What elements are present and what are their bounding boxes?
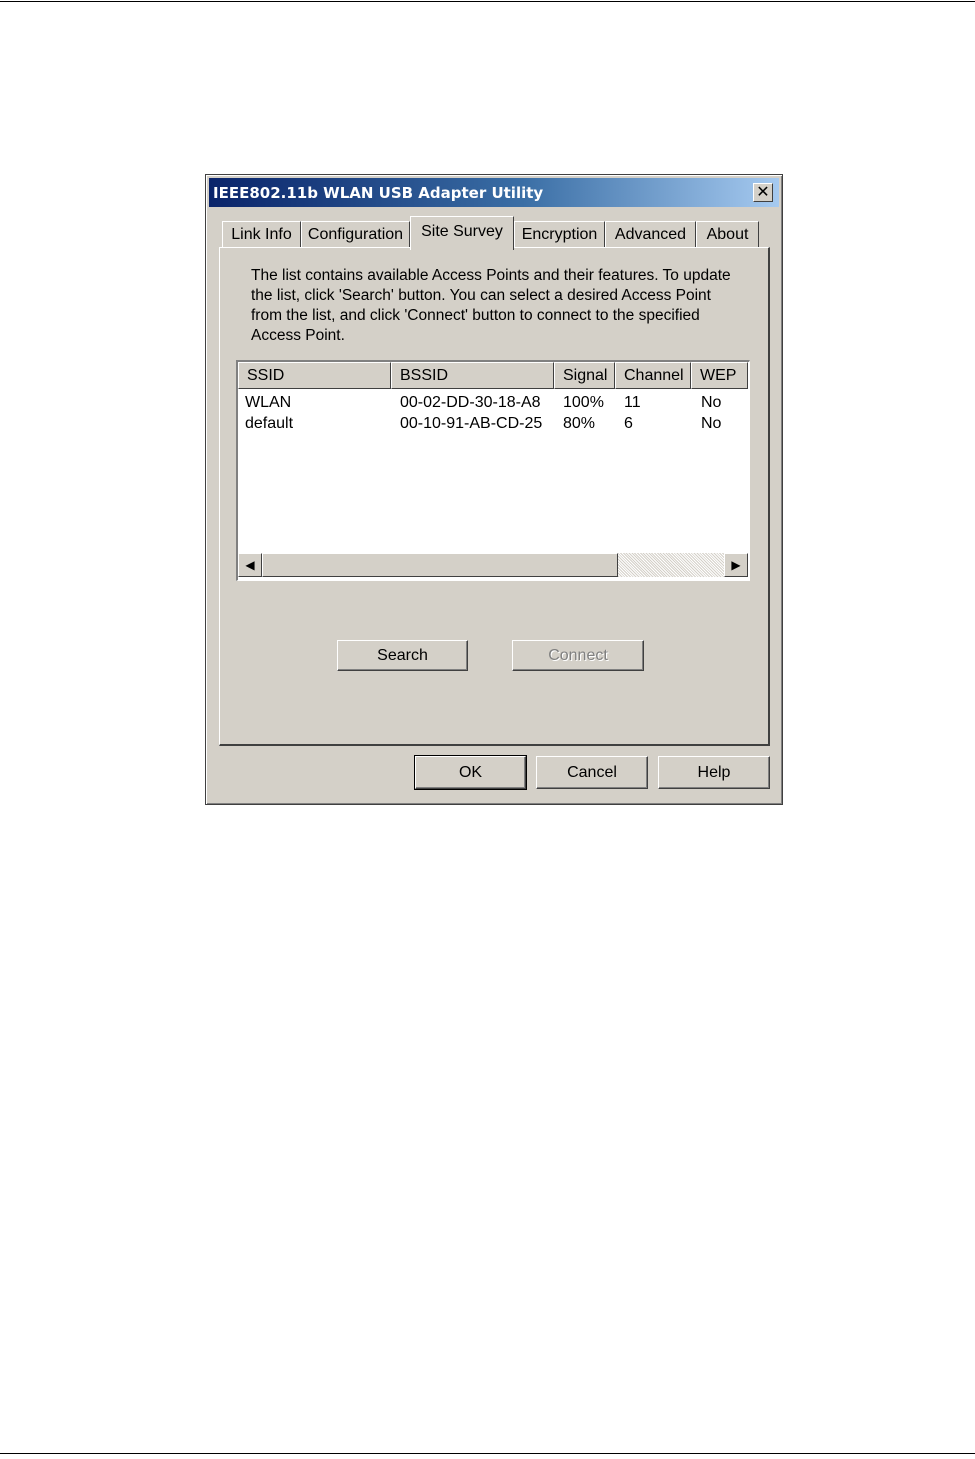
tab-encryption[interactable]: Encryption [514, 221, 605, 248]
column-header-signal[interactable]: Signal [554, 362, 615, 389]
tab-about[interactable]: About [696, 221, 759, 248]
page-bottom-rule [0, 1453, 975, 1454]
site-survey-description: The list contains available Access Points and their features. To update the list, click 'Search' button. You can select a desired Access Point from the list, and click 'Connect' button to connect to the specified Access Point. [251, 267, 731, 344]
list-item[interactable] [238, 392, 748, 413]
column-header-wep[interactable]: WEP [691, 362, 748, 389]
tab-link-info[interactable]: Link Info [222, 221, 301, 248]
column-header-bssid[interactable]: BSSID [391, 362, 554, 389]
cancel-button[interactable]: Cancel [536, 756, 648, 789]
title-bar[interactable] [209, 178, 779, 207]
access-point-list[interactable] [236, 360, 750, 581]
list-header [238, 362, 748, 389]
scroll-right-icon[interactable]: ▶ [724, 553, 748, 577]
cell-bssid: 00-02-DD-30-18-A8 [400, 394, 541, 411]
page-top-rule [0, 1, 975, 2]
ok-button[interactable]: OK [415, 756, 526, 789]
window-title: IEEE802.11b WLAN USB Adapter Utility [213, 184, 544, 202]
tab-advanced[interactable]: Advanced [605, 221, 696, 248]
list-item[interactable] [238, 413, 748, 434]
cell-bssid: 00-10-91-AB-CD-25 [400, 415, 543, 432]
horizontal-scrollbar[interactable] [238, 553, 748, 577]
column-header-channel[interactable]: Channel [615, 362, 691, 389]
cell-signal: 80% [563, 415, 596, 432]
tab-site-survey[interactable]: Site Survey [410, 216, 514, 250]
cell-wep: No [701, 415, 722, 432]
cell-ssid: WLAN [245, 394, 292, 411]
tab-configuration[interactable]: Configuration [301, 221, 410, 248]
scroll-left-icon[interactable]: ◀ [238, 553, 262, 577]
cell-channel: 6 [624, 415, 633, 432]
cell-wep: No [701, 394, 722, 411]
cell-channel: 11 [624, 394, 641, 411]
scrollbar-thumb[interactable] [262, 553, 618, 577]
column-header-ssid[interactable]: SSID [238, 362, 391, 389]
cell-signal: 100% [563, 394, 604, 411]
connect-button[interactable]: Connect [512, 640, 644, 671]
search-button[interactable]: Search [337, 640, 468, 671]
close-icon[interactable]: ✕ [753, 183, 773, 202]
help-button[interactable]: Help [658, 756, 770, 789]
cell-ssid: default [245, 415, 294, 432]
